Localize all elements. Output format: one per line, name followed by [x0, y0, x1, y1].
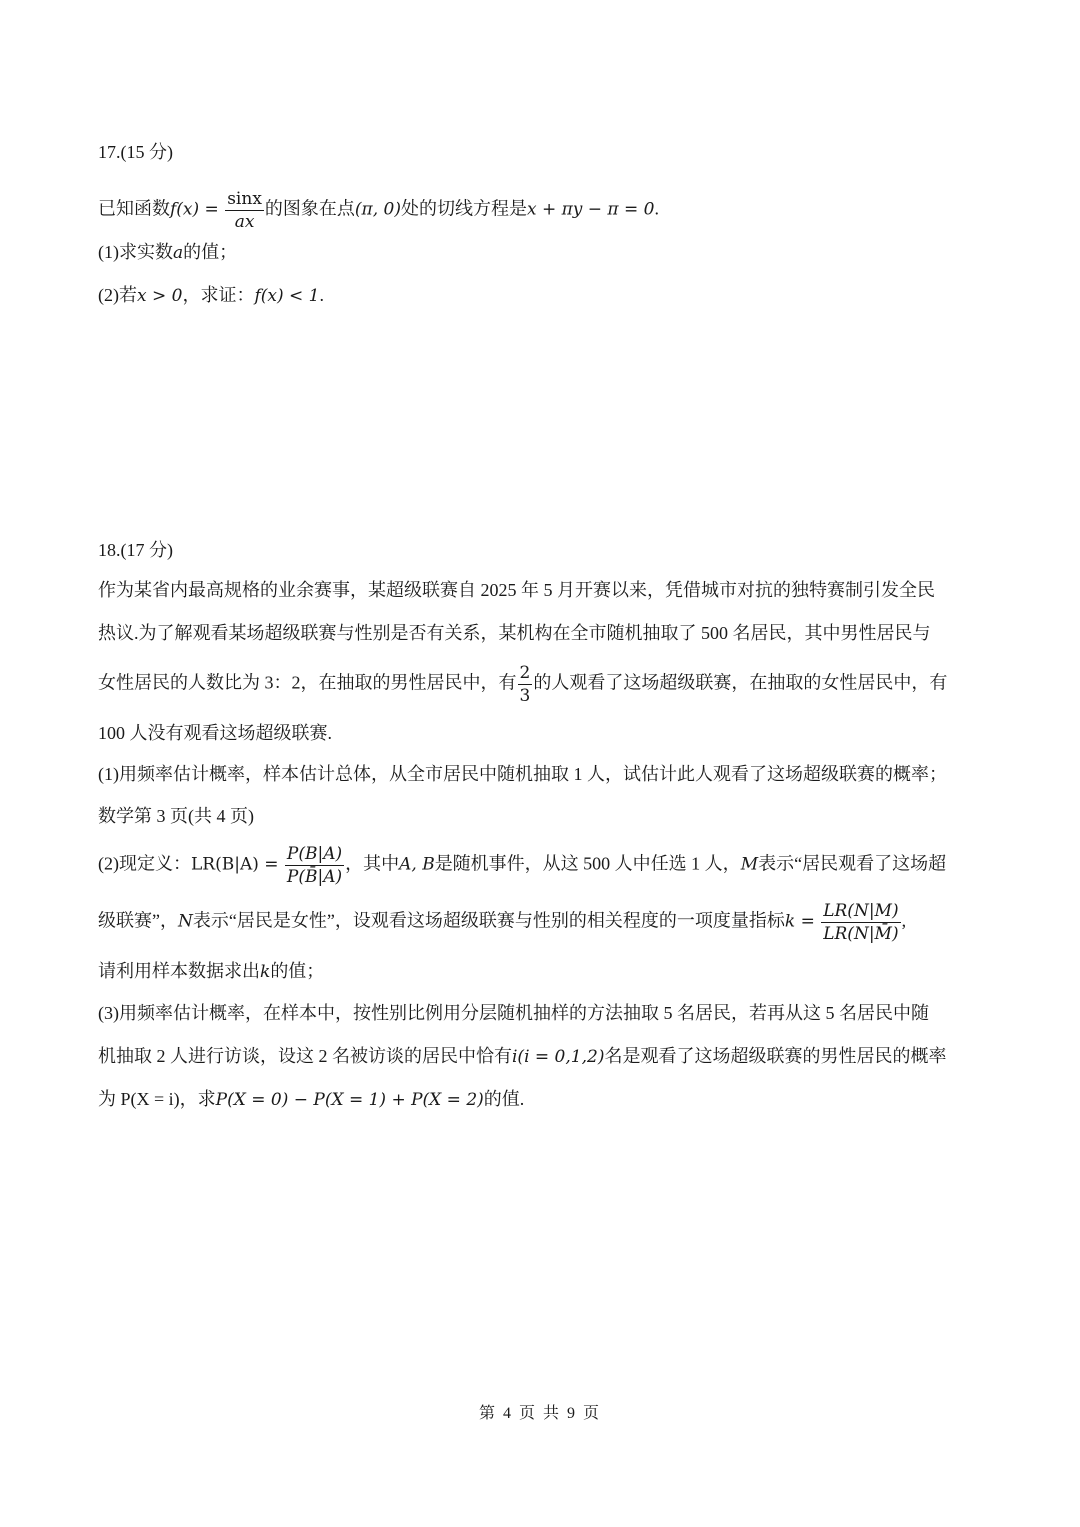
q18-part2-line1 — [98, 843, 946, 888]
page-footer: 第 4 页 共 9 页 — [478, 1405, 601, 1422]
q17-fraction-den: ax — [234, 212, 255, 232]
q17-part2-ineq: f(x) < 1 — [254, 286, 320, 306]
q18-fraction-two-thirds — [518, 662, 533, 707]
q18-part2-text-d: 表示“居民观看了这场超 — [758, 853, 947, 874]
q18-part2-text-a: (2)现定义： — [98, 853, 191, 874]
q18-prob-expr: P(X = 0) − P(X = 1) + P(X = 2) — [215, 1090, 484, 1110]
q18-part3-text-e: 的值. — [483, 1089, 525, 1109]
q17-header: 17.(15 分) — [98, 142, 173, 162]
q17-part1-text2: 的值； — [183, 242, 238, 262]
q18-var-k: k — [260, 962, 271, 982]
q18-var-m: M — [740, 854, 759, 875]
q17-part2-text1: (2)若 — [98, 285, 137, 305]
q18-var-i: i(i = 0,1,2) — [512, 1047, 605, 1067]
q17-fraction-num: sinx — [227, 189, 262, 209]
q18-part3-text-c: 名是观看了这场超级联赛的男性居民的概率 — [604, 1046, 947, 1066]
q18-part2-line2 — [98, 900, 906, 945]
q17-stem-end: . — [654, 198, 659, 219]
q18-lr-lhs: LR(B|A) = — [191, 854, 284, 875]
q18-part2-text-e: 级联赛”， — [98, 910, 178, 931]
q18-events-ab: A, B — [399, 854, 435, 875]
q17-stem — [98, 188, 659, 233]
q18-stem-line4: 100 人没有观看这场超级联赛. — [98, 723, 332, 743]
q18-part2-line3 — [98, 959, 324, 984]
q18-part2-text-h: 请利用样本数据求出 — [98, 961, 260, 981]
q17-stem-text2: 的图象在点 — [264, 198, 355, 219]
q18-lr-num: P(B|A) — [286, 844, 343, 864]
q18-part2-text-c: 是随机事件，从这 500 人中任选 1 人， — [434, 853, 741, 874]
q17-part1 — [98, 240, 237, 265]
q18-fraction-den: 3 — [519, 686, 531, 706]
q18-part3-line3 — [98, 1087, 524, 1112]
q18-lr-den: P(B̄|A) — [286, 867, 343, 887]
q18-part2-text-i: 的值； — [270, 961, 325, 981]
q18-header: 18.(17 分) — [98, 540, 173, 560]
q18-part3-text-b: 机抽取 2 人进行访谈，设这 2 名被访谈的居民中恰有 — [98, 1046, 512, 1066]
q18-stem-line3-b: 的人观看了这场超级联赛，在抽取的女性居民中，有 — [533, 672, 948, 693]
q18-k-den: LR(N|M̄) — [823, 924, 899, 944]
q17-part2 — [98, 283, 324, 308]
q18-part3-line2 — [98, 1044, 946, 1069]
q17-tangent-eq: x + πy − π = 0 — [526, 199, 655, 220]
q17-part2-text2: ，求证： — [182, 285, 255, 305]
q17-stem-text3: 处的切线方程是 — [400, 198, 527, 219]
q18-stem-line3 — [98, 662, 947, 707]
q18-part1: (1)用频率估计概率，样本估计总体，从全市居民中随机抽取 1 人，试估计此人观看了这场超级联赛的概率； — [98, 764, 947, 784]
q17-part2-end: . — [319, 285, 324, 305]
q18-part2-text-g: , — [901, 910, 907, 931]
q18-stem-line1: 作为某省内最高规格的业余赛事，某超级联赛自 2025 年 5 月开赛以来，凭借城市对抗的独特赛制引发全民 — [98, 580, 935, 600]
q18-stem-line2: 热议.为了解观看某场超级联赛与性别是否有关系，某机构在全市随机抽取了 500 名居民，其中男性居民与 — [98, 623, 931, 643]
q17-function-lhs: f(x) = — [170, 199, 225, 220]
q18-lr-fraction — [285, 843, 344, 888]
q18-part2-text-b: ，其中 — [345, 853, 400, 874]
q17-stem-text1: 已知函数 — [98, 198, 170, 219]
q18-part3-line1: (3)用频率估计概率，在样本中，按性别比例用分层随机抽样的方法抽取 5 名居民，若再从这 5 名居民中随 — [98, 1003, 929, 1023]
q18-page-note: 数学第 3 页(共 4 页) — [98, 806, 254, 826]
q17-part2-cond: x > 0 — [137, 286, 183, 306]
q17-part1-text1: (1)求实数 — [98, 242, 173, 262]
q18-stem-line3-a: 女性居民的人数比为 3：2，在抽取的男性居民中，有 — [98, 672, 517, 693]
q18-var-n: N — [178, 911, 193, 932]
q18-part2-text-f: 表示“居民是女性”，设观看这场超级联赛与性别的相关程度的一项度量指标 — [192, 910, 785, 931]
q18-k-fraction — [821, 900, 900, 945]
q17-point: (π, 0) — [354, 199, 401, 220]
q18-part3-text-d: 为 P(X = i)，求 — [98, 1089, 216, 1109]
q17-fraction — [225, 188, 264, 233]
q17-part1-var: a — [173, 243, 184, 263]
q18-k-lhs: k = — [784, 911, 821, 932]
q18-k-num: LR(N|M) — [823, 901, 899, 921]
q18-fraction-num: 2 — [519, 663, 531, 683]
